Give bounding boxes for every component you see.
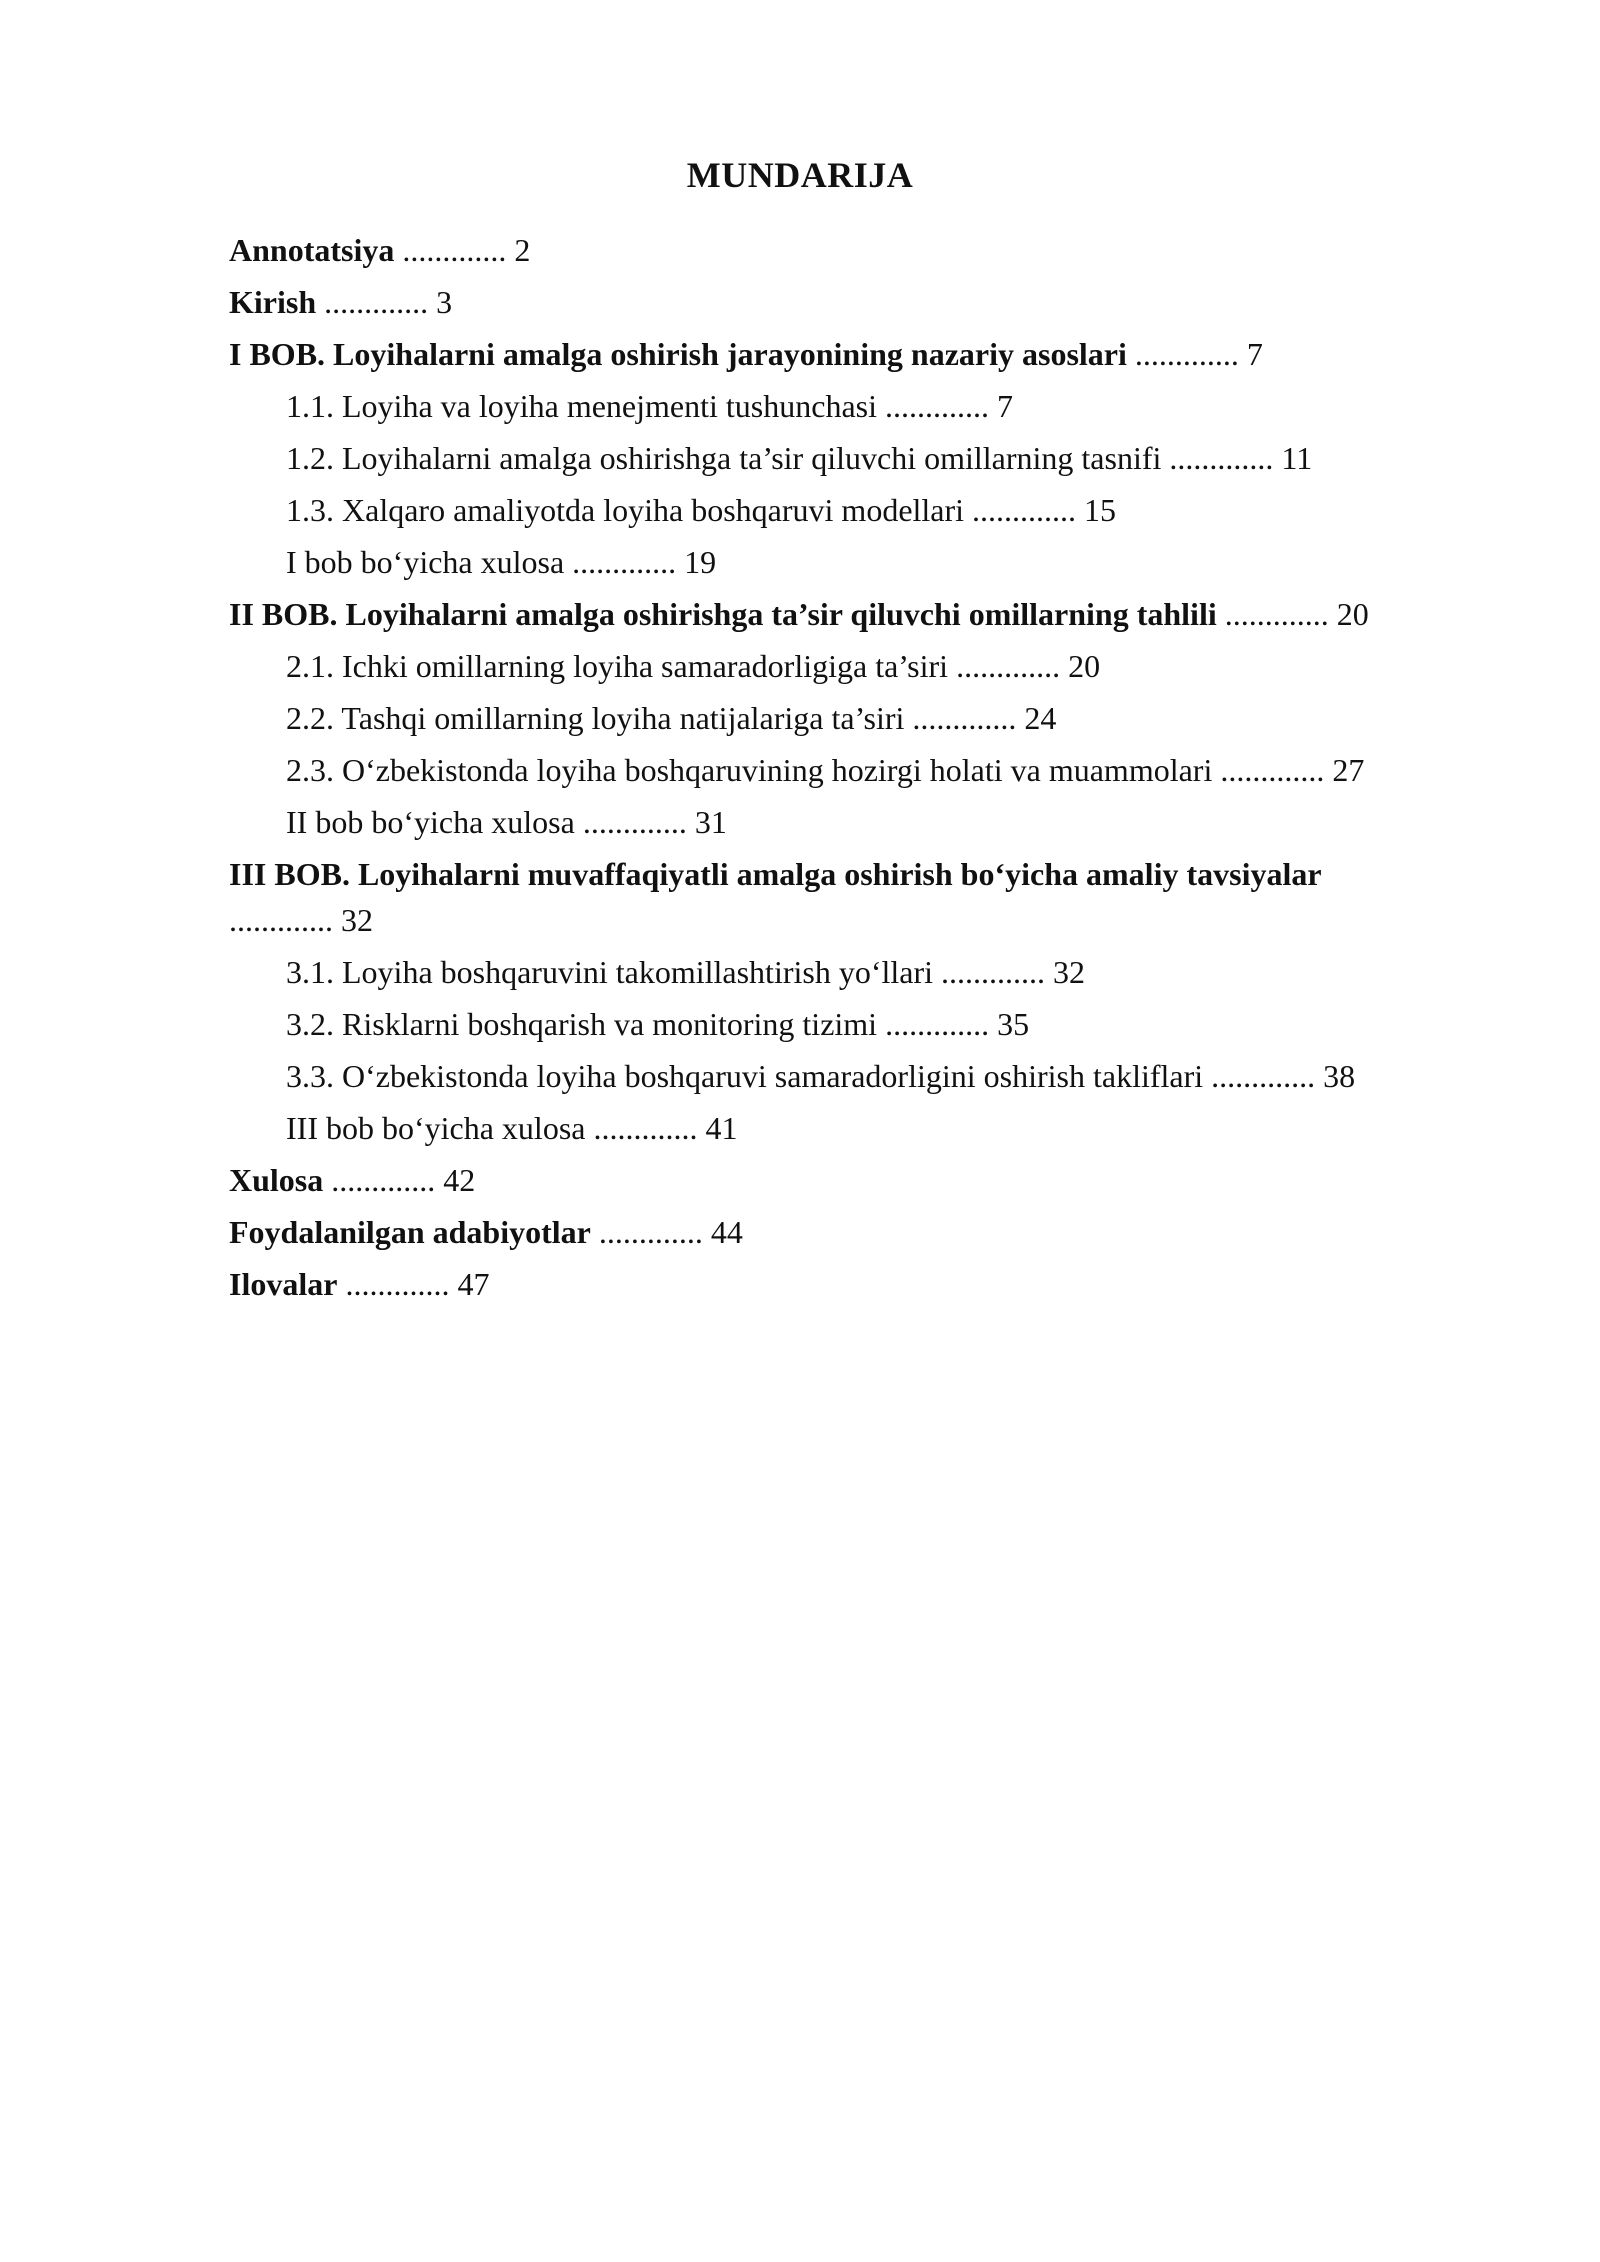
toc-page-number: 7 [996,388,1013,424]
toc-page-number: 32 [1053,954,1086,990]
table-of-contents [229,224,1529,1310]
toc-entry-title: 2.3. O‘zbekistonda loyiha boshqaruvining hozirgi holati va muammolari [286,752,1213,788]
toc-page-number: 41 [705,1110,738,1146]
toc-page-number: 31 [694,804,727,840]
toc-section-entry[interactable] [229,224,1529,276]
toc-page-number: 20 [1336,596,1369,632]
toc-leader-dots: ............. [972,492,1077,528]
toc-entry-title: Xulosa [229,1162,324,1198]
toc-leader-dots: ............. [598,1214,703,1250]
toc-subsection-entry[interactable] [229,998,1529,1050]
toc-entry-title: I bob bo‘yicha xulosa [286,544,565,580]
toc-page-number: 2 [514,232,531,268]
toc-leader-dots: ............. [1169,440,1274,476]
toc-leader-dots: ............. [885,1006,990,1042]
toc-entry-title: Ilovalar [229,1266,338,1302]
toc-entry-title: 1.1. Loyiha va loyiha menejmenti tushunchasi [286,388,877,424]
toc-subsection-entry[interactable] [229,1050,1529,1102]
toc-section-entry[interactable] [229,848,1389,946]
toc-leader-dots: ............. [582,804,687,840]
toc-entry-title: II bob bo‘yicha xulosa [286,804,575,840]
toc-leader-dots: ............. [1134,336,1239,372]
toc-leader-dots: ............. [1224,596,1329,632]
toc-leader-dots: ............. [941,954,1046,990]
toc-entry-title: 1.2. Loyihalarni amalga oshirishga ta’sir qiluvchi omillarning tasnifi [286,440,1162,476]
toc-subsection-entry[interactable] [229,536,1529,588]
toc-page-number: 11 [1281,440,1313,476]
toc-page-number: 38 [1323,1058,1356,1094]
toc-entry-title: 1.3. Xalqaro amaliyotda loyiha boshqaruvi modellari [286,492,965,528]
toc-subsection-entry[interactable] [229,432,1529,484]
toc-entry-title: Kirish [229,284,317,320]
toc-entry-title: Foydalanilgan adabiyotlar [229,1214,591,1250]
toc-leader-dots: ............. [331,1162,436,1198]
toc-entry-title: Annotatsiya [229,232,395,268]
toc-section-entry[interactable] [229,1258,1529,1310]
toc-entry-title: II BOB. Loyihalarni amalga oshirishga ta’sir qiluvchi omillarning tahlili [229,596,1217,632]
toc-section-entry[interactable] [229,1206,1529,1258]
toc-section-entry[interactable] [229,1154,1529,1206]
toc-subsection-entry[interactable] [229,380,1529,432]
toc-page-number: 27 [1332,752,1365,788]
toc-subsection-entry[interactable] [229,692,1529,744]
toc-entry-title: 3.1. Loyiha boshqaruvini takomillashtirish yo‘llari [286,954,934,990]
toc-leader-dots: ............. [1220,752,1325,788]
toc-entry-title: I BOB. Loyihalarni amalga oshirish jarayonining nazariy asoslari [229,336,1127,372]
toc-entry-title: 3.2. Risklarni boshqarish va monitoring tizimi [286,1006,878,1042]
toc-leader-dots: ............. [572,544,677,580]
toc-page-number: 20 [1068,648,1101,684]
toc-subsection-entry[interactable] [229,946,1529,998]
page-title: MUNDARIJA [686,155,914,195]
toc-page-number: 19 [684,544,717,580]
toc-page-number: 7 [1246,336,1263,372]
toc-leader-dots: ............. [345,1266,450,1302]
toc-entry-title: III BOB. Loyihalarni muvaffaqiyatli amalga oshirish bo‘yicha amaliy tavsiyalar [229,856,1322,892]
toc-subsection-entry[interactable] [229,1102,1529,1154]
toc-leader-dots: ............. [1211,1058,1316,1094]
toc-leader-dots: ............. [912,700,1017,736]
toc-section-entry[interactable] [229,328,1529,380]
toc-entry-title: 3.3. O‘zbekistonda loyiha boshqaruvi samaradorligini oshirish takliflari [286,1058,1204,1094]
toc-page-number: 32 [341,902,373,938]
toc-subsection-entry[interactable] [229,744,1529,796]
toc-page-number: 3 [436,284,453,320]
toc-page-number: 15 [1084,492,1117,528]
toc-page-number: 44 [710,1214,743,1250]
toc-section-entry[interactable] [229,276,1529,328]
toc-page-number: 42 [443,1162,476,1198]
toc-entry-title: 2.2. Tashqi omillarning loyiha natijalariga ta’siri [286,700,905,736]
toc-subsection-entry[interactable] [229,640,1529,692]
toc-leader-dots: ............. [884,388,989,424]
toc-page-number: 47 [457,1266,490,1302]
toc-leader-dots: ............. [402,232,507,268]
toc-leader-dots: ............. [593,1110,698,1146]
toc-leader-dots: ............. [324,284,429,320]
toc-subsection-entry[interactable] [229,796,1529,848]
toc-leader-dots: ............. [956,648,1061,684]
toc-subsection-entry[interactable] [229,484,1529,536]
toc-section-entry[interactable] [229,588,1529,640]
toc-page-number: 35 [997,1006,1030,1042]
toc-leader-dots: ............. [229,902,333,938]
toc-entry-title: III bob bo‘yicha xulosa [286,1110,586,1146]
toc-page-number: 24 [1024,700,1057,736]
toc-entry-title: 2.1. Ichki omillarning loyiha samaradorligiga ta’siri [286,648,949,684]
